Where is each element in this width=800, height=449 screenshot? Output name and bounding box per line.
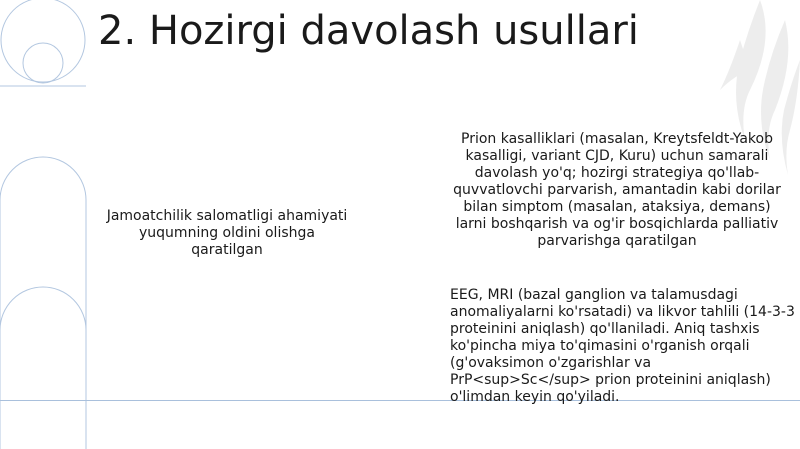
deco-circle-small <box>23 43 63 83</box>
right-top-text-block: Prion kasalliklari (masalan, Kreytsfeldt-Yakob kasalligi, variant CJD, Kuru) uchun samarali davolash yo'q; hozirgi strategiya qo'llab-quvvatlovchi parvarish, amantadin kabi dorilar bilan simptom (masalan, ataksiya, demans) larni boshqarish va og'ir bosqichlarda palliativ parvarishga qaratilgan <box>453 131 781 249</box>
deco-arch-top <box>0 157 86 449</box>
slide-title: 2. Hozirgi davolash usullari <box>98 8 639 54</box>
decorative-circles <box>0 0 100 449</box>
deco-arch-bottom <box>0 287 86 330</box>
left-text-block: Jamoatchilik salomatligi ahamiyati yuqumning oldini olishga qaratilgan <box>106 208 348 258</box>
deco-circle-top <box>1 0 85 82</box>
right-bottom-text-block: EEG, MRI (bazal ganglion va talamusdagi anomaliyalarni ko'rsatadi) va likvor tahlili (14-3-3 proteinini aniqlash) qo'llaniladi. Aniq tashxis ko'pincha miya to'qimasini o'rganish orqali (g'ovaksimon o'zgarishlar va PrP<sup>Sc</sup> prion proteinini aniqlash) o'limdan keyin qo'yiladi. <box>450 287 795 405</box>
